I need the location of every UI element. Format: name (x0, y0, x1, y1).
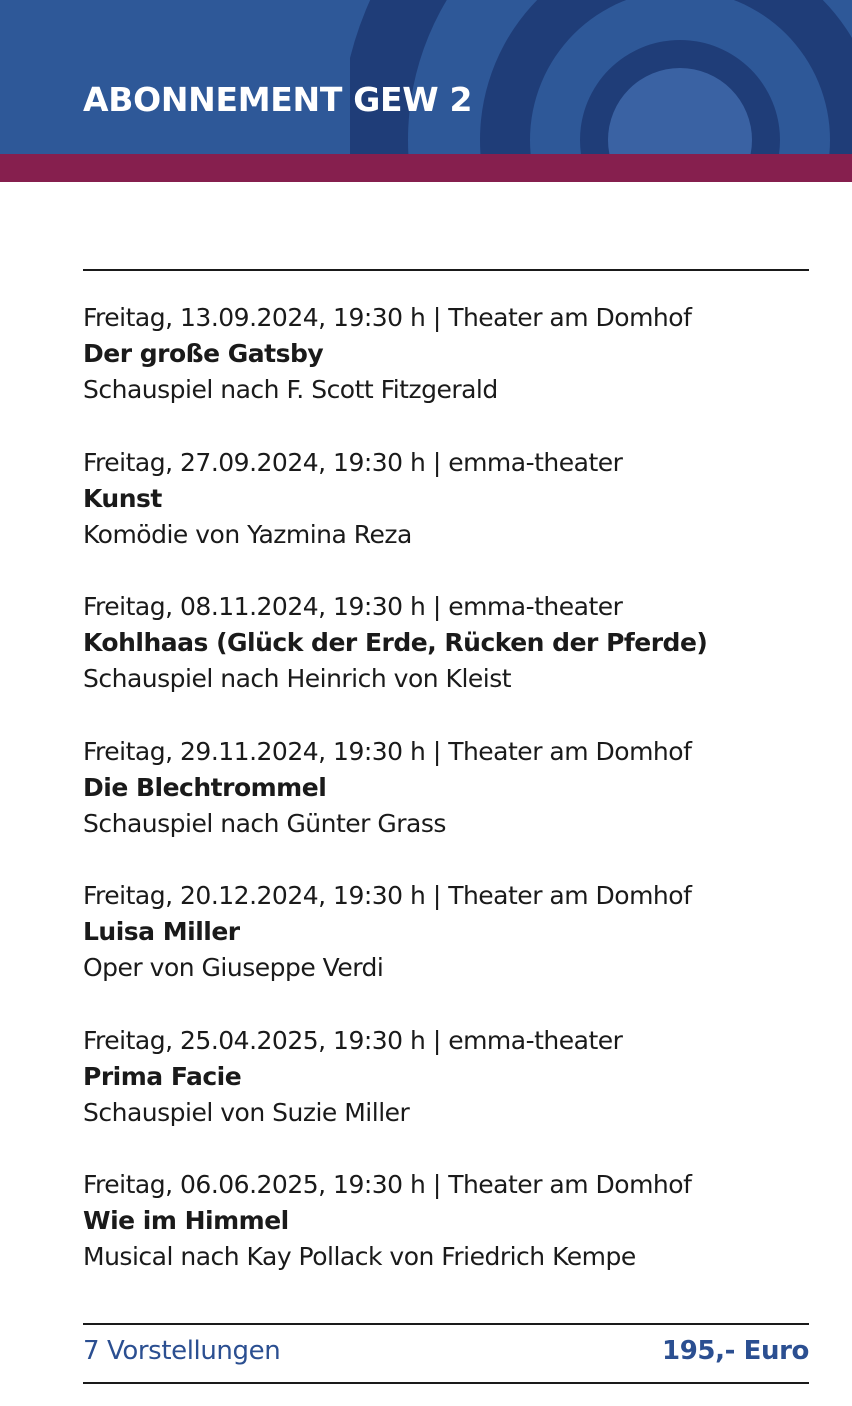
circle-decoration (0, 0, 852, 154)
event-item (83, 589, 823, 734)
event-description: Schauspiel nach F. Scott Fitzgerald (83, 375, 498, 404)
event-date-venue: Freitag, 20.12.2024, 19:30 h | Theater am Domhof (83, 881, 692, 910)
event-description: Komödie von Yazmina Reza (83, 519, 412, 549)
event-date-venue: Freitag, 06.06.2025, 19:30 h | Theater am Domhof (83, 1170, 692, 1199)
event-item (83, 1167, 823, 1312)
event-title: Kohlhaas (Glück der Erde, Rücken der Pferde) (83, 628, 708, 657)
event-item (83, 734, 823, 879)
event-item (83, 445, 823, 590)
event-title: Der große Gatsby (83, 339, 324, 368)
accent-bar (0, 154, 852, 182)
divider-summary-bottom (83, 1382, 809, 1384)
event-list (83, 300, 823, 1312)
divider-summary-top (83, 1323, 809, 1325)
event-date-venue: Freitag, 25.04.2025, 19:30 h | emma-theater (83, 1025, 623, 1055)
summary-row (83, 1330, 809, 1372)
header-banner (0, 0, 852, 154)
page-title: ABONNEMENT GEW 2 (83, 80, 473, 119)
event-title: Prima Facie (83, 1061, 242, 1091)
event-description: Schauspiel von Suzie Miller (83, 1097, 410, 1127)
event-item (83, 300, 823, 445)
event-date-venue: Freitag, 08.11.2024, 19:30 h | emma-theater (83, 592, 623, 621)
event-item (83, 878, 823, 1023)
event-title: Luisa Miller (83, 917, 240, 946)
event-title: Kunst (83, 483, 162, 513)
event-date-venue: Freitag, 13.09.2024, 19:30 h | Theater am Domhof (83, 303, 692, 332)
event-title: Wie im Himmel (83, 1206, 289, 1235)
performance-count: 7 Vorstellungen (83, 1336, 281, 1366)
event-title: Die Blechtrommel (83, 772, 327, 802)
subscription-price: 195,- Euro (662, 1336, 809, 1366)
event-description: Schauspiel nach Heinrich von Kleist (83, 664, 512, 693)
divider-top (83, 269, 809, 271)
event-date-venue: Freitag, 27.09.2024, 19:30 h | emma-theater (83, 447, 623, 477)
event-description: Schauspiel nach Günter Grass (83, 808, 446, 838)
event-date-venue: Freitag, 29.11.2024, 19:30 h | Theater am Domhof (83, 736, 692, 766)
event-description: Oper von Giuseppe Verdi (83, 953, 384, 982)
event-item (83, 1023, 823, 1168)
event-description: Musical nach Kay Pollack von Friedrich Kempe (83, 1242, 636, 1271)
